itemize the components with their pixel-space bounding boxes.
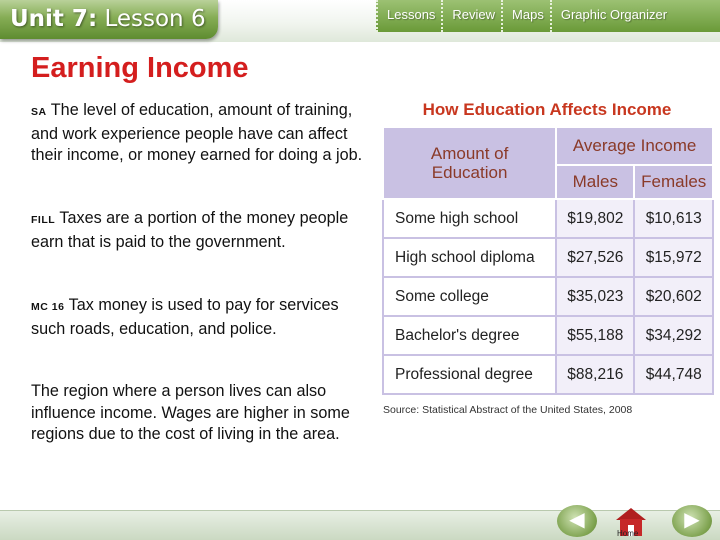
table-row (383, 199, 713, 238)
nav-lessons[interactable]: Lessons (376, 0, 441, 32)
paragraph-sa (31, 100, 366, 167)
header-amount-of-education: Amount of Education (383, 127, 556, 199)
table-row (383, 238, 713, 277)
home-label: Home (617, 529, 639, 538)
footer-bar (0, 510, 720, 540)
females-value: $10,613 (634, 199, 713, 238)
row-label: High school diploma (383, 238, 556, 277)
unit-label: Unit 7: (10, 6, 98, 32)
paragraph-sa-text: The level of education, amount of training, and work experience people have can affect their income, or money earned for doing a job. (31, 101, 363, 165)
females-value: $15,972 (634, 238, 713, 277)
row-label: Professional degree (383, 355, 556, 394)
paragraph-fill-text: Taxes are a portion of the money people earn that is paid to the government. (31, 209, 349, 251)
page-title: Earning Income (31, 52, 249, 84)
nav-maps[interactable]: Maps (501, 0, 550, 32)
header-females: Females (634, 165, 713, 199)
females-value: $44,748 (634, 355, 713, 394)
tag-sa: SA (31, 106, 47, 118)
back-button[interactable] (557, 505, 597, 537)
tag-mc: MC 16 (31, 301, 65, 313)
forward-button[interactable] (672, 505, 712, 537)
table-row (383, 355, 713, 394)
unit-lesson-tab (0, 0, 218, 39)
nav-graphic-organizer[interactable]: Graphic Organizer (550, 0, 673, 32)
forward-arrow-icon: ▶ (684, 509, 700, 531)
females-value: $34,292 (634, 316, 713, 355)
table-header-row (383, 127, 713, 165)
table-source: Source: Statistical Abstract of the United States, 2008 (383, 404, 633, 416)
males-value: $55,188 (556, 316, 634, 355)
top-nav (376, 0, 720, 32)
paragraph-mc (31, 295, 366, 340)
paragraph-mc-text: Tax money is used to pay for services such roads, education, and police. (31, 296, 339, 338)
table-title: How Education Affects Income (422, 100, 672, 119)
nav-review[interactable]: Review (441, 0, 501, 32)
males-value: $27,526 (556, 238, 634, 277)
table-row (383, 316, 713, 355)
income-table (382, 126, 714, 395)
males-value: $19,802 (556, 199, 634, 238)
paragraph-fill (31, 208, 366, 253)
row-label: Bachelor's degree (383, 316, 556, 355)
females-value: $20,602 (634, 277, 713, 316)
header-average-income: Average Income (556, 127, 713, 165)
back-arrow-icon: ◀ (569, 509, 585, 531)
row-label: Some college (383, 277, 556, 316)
males-value: $35,023 (556, 277, 634, 316)
paragraph-region-text: The region where a person lives can also influence income. Wages are higher in some regions due to the cost of living in the area. (31, 382, 350, 444)
row-label: Some high school (383, 199, 556, 238)
table-row (383, 277, 713, 316)
header-males: Males (556, 165, 634, 199)
males-value: $88,216 (556, 355, 634, 394)
tag-fill: FILL (31, 214, 56, 226)
paragraph-region (31, 381, 366, 446)
lesson-label: Lesson 6 (104, 6, 206, 32)
unit-lesson-title (10, 6, 206, 32)
